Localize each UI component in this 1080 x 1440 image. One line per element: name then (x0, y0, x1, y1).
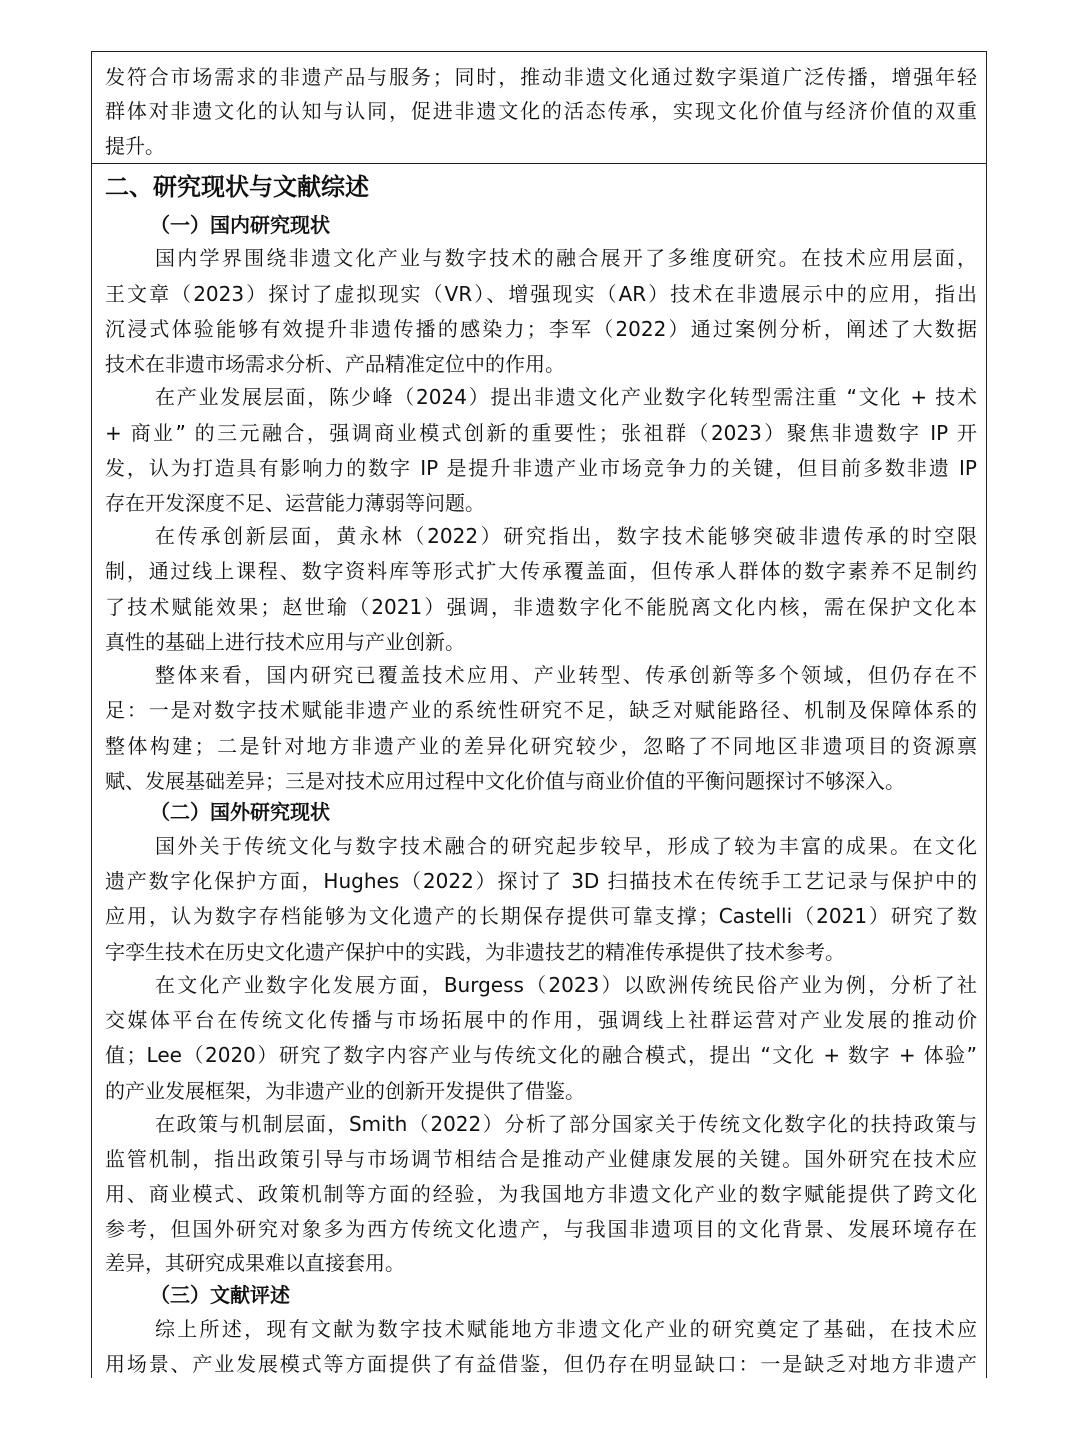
text-line: 监管机制，指出政策引导与市场调节相结合是推动产业健康发展的关键。国外研究在技术应 (105, 1147, 977, 1171)
text-line: 交媒体平台在传统文化传播与市场拓展中的作用，强调线上社群运营对产业发展的推动价 (105, 1008, 977, 1032)
text-line: 了技术赋能效果；赵世瑜（2021）强调，非遗数字化不能脱离文化内核，需在保护文化本 (105, 595, 977, 619)
text-line: 赋、发展基础差异；三是对技术应用过程中文化价值与商业价值的平衡问题探讨不够深入。 (105, 769, 905, 793)
text-line: 真性的基础上进行技术应用与产业创新。 (105, 630, 465, 654)
text-line: 技术在非遗市场需求分析、产品精准定位中的作用。 (105, 352, 565, 376)
text-line: 存在开发深度不足、运营能力薄弱等问题。 (105, 491, 485, 515)
text-line: 参考，但国外研究对象多为西方传统文化遗产，与我国非遗项目的文化背景、发展环境存在 (105, 1217, 977, 1241)
text-line: 王文章（2023）探讨了虚拟现实（VR）、增强现实（AR）技术在非遗展示中的应用，指出 (105, 282, 977, 306)
text-line: 遗产数字化保护方面，Hughes（2022）探讨了 3D 扫描技术在传统手工艺记录与保护中的 (105, 869, 977, 893)
text-line: 值；Lee（2020）研究了数字内容产业与传统文化的融合模式，提出 “文化 + 数字 + 体验” (105, 1043, 977, 1067)
text-line: 字孪生技术在历史文化遗产保护中的实践，为非遗技艺的精准传承提供了技术参考。 (105, 940, 845, 964)
text-line: 足：一是对数字技术赋能非遗产业的系统性研究不足，缺乏对赋能路径、机制及保障体系的 (105, 698, 977, 722)
section-title: 二、研究现状与文献综述 (105, 173, 369, 201)
text-line: 整体来看，国内研究已覆盖技术应用、产业转型、传承创新等多个领域，但仍存在不 (155, 663, 977, 687)
text-line: 在传承创新层面，黄永林（2022）研究指出，数字技术能够突破非遗传承的时空限 (155, 524, 977, 548)
text-line: 差异，其研究成果难以直接套用。 (105, 1251, 405, 1275)
text-line: 国外关于传统文化与数字技术融合的研究起步较早，形成了较为丰富的成果。在文化 (155, 834, 977, 858)
text-line: 的产业发展框架，为非遗产业的创新开发提供了借鉴。 (105, 1079, 585, 1103)
subsection-title-foreign: （二）国外研究现状 (150, 800, 330, 824)
text-line: 提升。 (105, 134, 165, 158)
text-line: 沉浸式体验能够有效提升非遗传播的感染力；李军（2022）通过案例分析，阐述了大数据 (105, 317, 977, 341)
text-line: + 商业” 的三元融合，强调商业模式创新的重要性；张祖群（2023）聚焦非遗数字 IP 开 (105, 421, 977, 445)
subsection-title-review: （三）文献评述 (150, 1283, 290, 1307)
text-line: 用、商业模式、政策机制等方面的经验，为我国地方非遗文化产业的数字赋能提供了跨文化 (105, 1182, 977, 1206)
text-line: 在产业发展层面，陈少峰（2024）提出非遗文化产业数字化转型需注重 “文化 + 技术 (155, 385, 977, 409)
text-line: 发，认为打造具有影响力的数字 IP 是提升非遗产业市场竞争力的关键，但目前多数非遗 IP (105, 456, 977, 480)
table-row-divider (91, 163, 987, 164)
text-line: 用场景、产业发展模式等方面提供了有益借鉴，但仍存在明显缺口：一是缺乏对地方非遗产 (105, 1352, 977, 1376)
text-line: 整体构建；二是针对地方非遗产业的差异化研究较少，忽略了不同地区非遗项目的资源禀 (105, 734, 977, 758)
text-line: 制，通过线上课程、数字资料库等形式扩大传承覆盖面，但传承人群体的数字素养不足制约 (105, 559, 977, 583)
subsection-title-domestic: （一）国内研究现状 (150, 213, 330, 237)
text-line: 综上所述，现有文献为数字技术赋能地方非遗文化产业的研究奠定了基础，在技术应 (155, 1317, 977, 1341)
text-line: 在文化产业数字化发展方面，Burgess（2023）以欧洲传统民俗产业为例，分析了社 (155, 973, 977, 997)
text-line: 国内学界围绕非遗文化产业与数字技术的融合展开了多维度研究。在技术应用层面， (155, 246, 977, 270)
text-line: 在政策与机制层面，Smith（2022）分析了部分国家关于传统文化数字化的扶持政策与 (155, 1112, 977, 1136)
text-line: 发符合市场需求的非遗产品与服务；同时，推动非遗文化通过数字渠道广泛传播，增强年轻 (105, 65, 977, 89)
text-line: 群体对非遗文化的认知与认同，促进非遗文化的活态传承，实现文化价值与经济价值的双重 (105, 99, 977, 123)
text-line: 应用，认为数字存档能够为文化遗产的长期保存提供可靠支撑；Castelli（2021）研究了数 (105, 904, 977, 928)
